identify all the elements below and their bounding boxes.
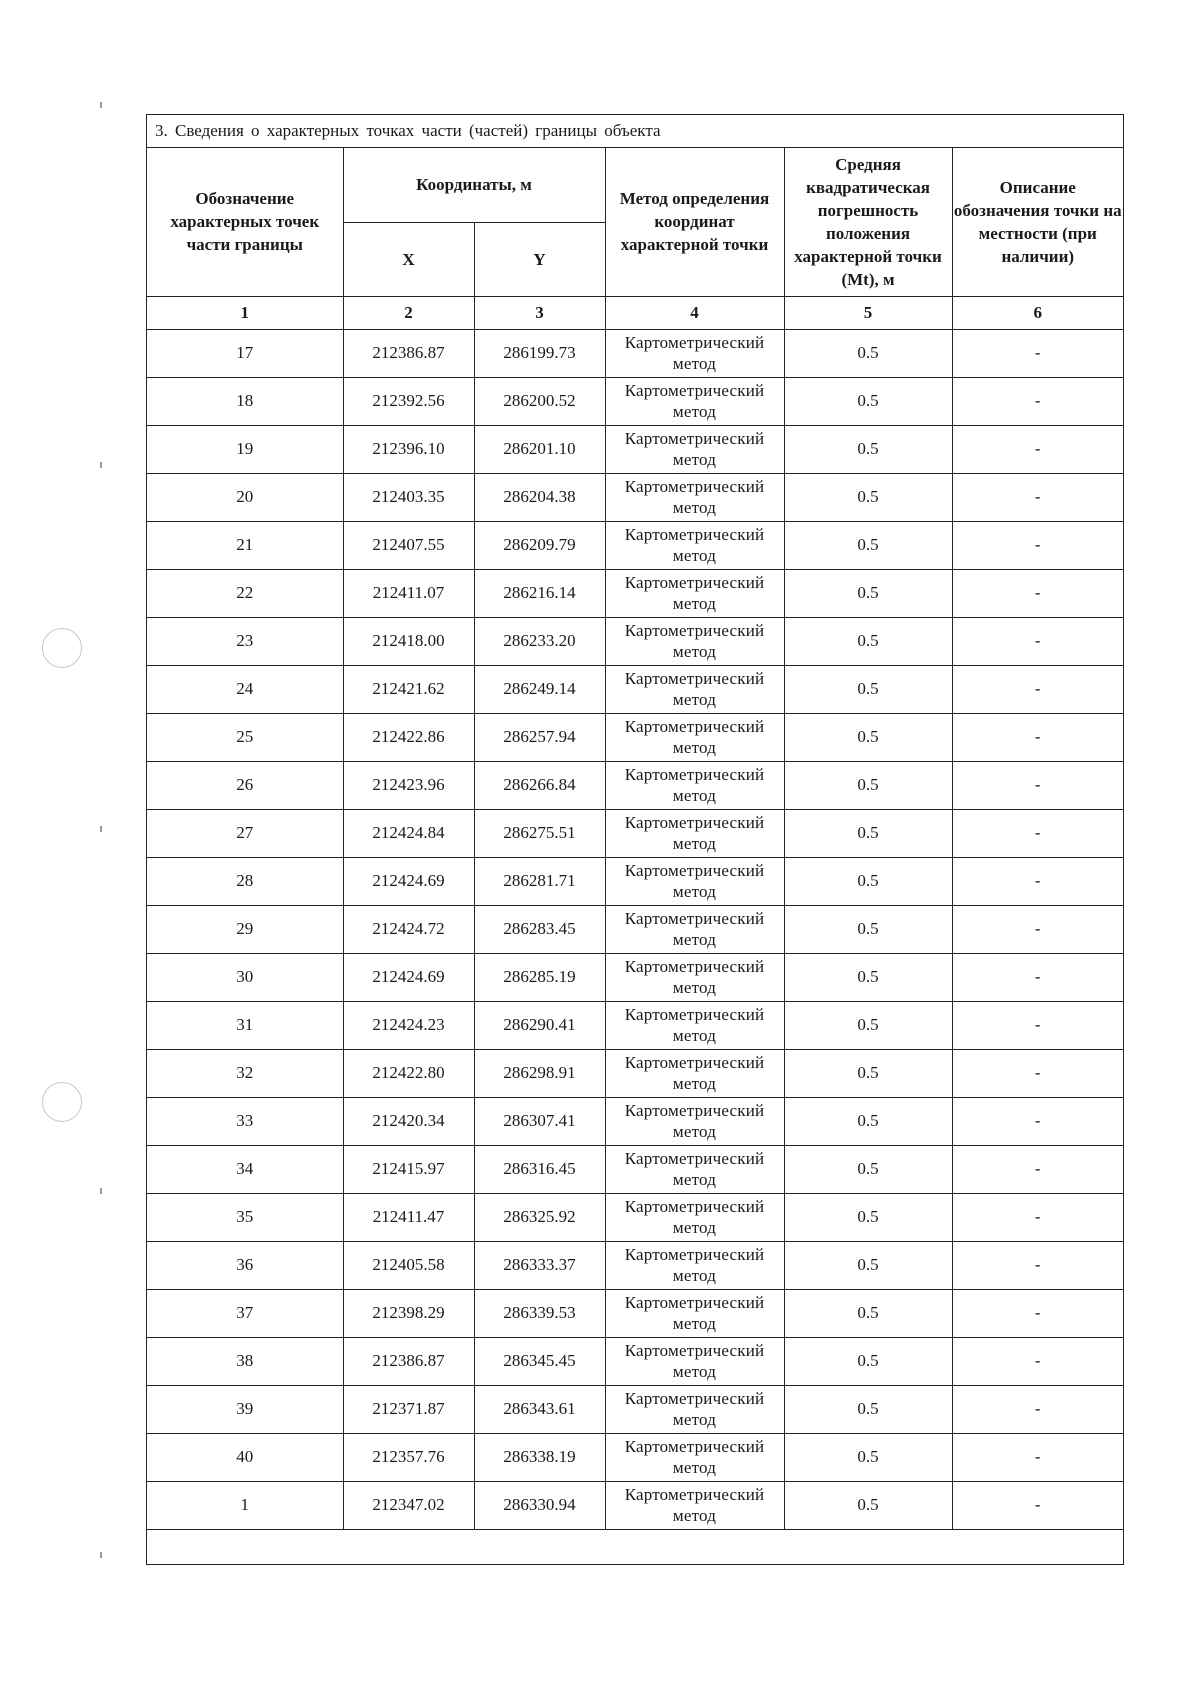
header-coordinates: Координаты, м (343, 148, 605, 222)
point-cell: 38 (147, 1337, 343, 1385)
table-header-row (147, 148, 1123, 222)
point-cell: 29 (147, 905, 343, 953)
description-cell: - (952, 1097, 1123, 1145)
method-cell: Картометрический метод (605, 617, 784, 665)
table-footer-row (147, 1529, 1123, 1564)
x-coordinate-cell: 212357.76 (343, 1433, 474, 1481)
error-cell: 0.5 (784, 1241, 952, 1289)
x-coordinate-cell: 212415.97 (343, 1145, 474, 1193)
margin-tick (100, 102, 102, 108)
x-coordinate-cell: 212421.62 (343, 665, 474, 713)
error-cell: 0.5 (784, 1001, 952, 1049)
description-cell: - (952, 953, 1123, 1001)
y-coordinate-cell: 286307.41 (474, 1097, 605, 1145)
y-coordinate-cell: 286330.94 (474, 1481, 605, 1529)
method-cell: Картометрический метод (605, 1097, 784, 1145)
error-cell: 0.5 (784, 1481, 952, 1529)
description-cell: - (952, 377, 1123, 425)
description-cell: - (952, 521, 1123, 569)
error-cell: 0.5 (784, 1433, 952, 1481)
table-row (147, 1337, 1123, 1385)
table-row (147, 1481, 1123, 1529)
method-cell: Картометрический метод (605, 1193, 784, 1241)
y-coordinate-cell: 286325.92 (474, 1193, 605, 1241)
x-coordinate-cell: 212424.72 (343, 905, 474, 953)
y-coordinate-cell: 286216.14 (474, 569, 605, 617)
point-cell: 23 (147, 617, 343, 665)
y-coordinate-cell: 286339.53 (474, 1289, 605, 1337)
method-cell: Картометрический метод (605, 1289, 784, 1337)
error-cell: 0.5 (784, 473, 952, 521)
error-cell: 0.5 (784, 1049, 952, 1097)
point-cell: 17 (147, 329, 343, 377)
method-cell: Картометрический метод (605, 1145, 784, 1193)
point-cell: 36 (147, 1241, 343, 1289)
method-cell: Картометрический метод (605, 329, 784, 377)
y-coordinate-cell: 286233.20 (474, 617, 605, 665)
y-coordinate-cell: 286298.91 (474, 1049, 605, 1097)
table-row (147, 809, 1123, 857)
x-coordinate-cell: 212418.00 (343, 617, 474, 665)
point-cell: 20 (147, 473, 343, 521)
error-cell: 0.5 (784, 521, 952, 569)
description-cell: - (952, 1193, 1123, 1241)
method-cell: Картометрический метод (605, 1385, 784, 1433)
description-cell: - (952, 1337, 1123, 1385)
point-cell: 30 (147, 953, 343, 1001)
method-cell: Картометрический метод (605, 377, 784, 425)
table-row (147, 1241, 1123, 1289)
table-row (147, 617, 1123, 665)
margin-hole-mark (42, 628, 82, 668)
x-coordinate-cell: 212403.35 (343, 473, 474, 521)
table-row (147, 1049, 1123, 1097)
y-coordinate-cell: 286290.41 (474, 1001, 605, 1049)
column-number: 6 (952, 296, 1123, 329)
description-cell: - (952, 905, 1123, 953)
description-cell: - (952, 1481, 1123, 1529)
margin-tick (100, 462, 102, 468)
error-cell: 0.5 (784, 329, 952, 377)
description-cell: - (952, 1241, 1123, 1289)
error-cell: 0.5 (784, 425, 952, 473)
description-cell: - (952, 809, 1123, 857)
method-cell: Картометрический метод (605, 569, 784, 617)
point-cell: 33 (147, 1097, 343, 1145)
x-coordinate-cell: 212407.55 (343, 521, 474, 569)
header-designation: Обозначение характерных точек части границы (147, 148, 343, 296)
method-cell: Картометрический метод (605, 425, 784, 473)
y-coordinate-cell: 286316.45 (474, 1145, 605, 1193)
x-coordinate-cell: 212424.84 (343, 809, 474, 857)
x-coordinate-cell: 212422.86 (343, 713, 474, 761)
y-coordinate-cell: 286204.38 (474, 473, 605, 521)
error-cell: 0.5 (784, 617, 952, 665)
y-coordinate-cell: 286285.19 (474, 953, 605, 1001)
table-row (147, 1289, 1123, 1337)
description-cell: - (952, 425, 1123, 473)
boundary-points-table (147, 148, 1123, 1564)
point-cell: 35 (147, 1193, 343, 1241)
column-number: 3 (474, 296, 605, 329)
method-cell: Картометрический метод (605, 473, 784, 521)
table-row (147, 473, 1123, 521)
error-cell: 0.5 (784, 665, 952, 713)
table-row (147, 905, 1123, 953)
column-number: 5 (784, 296, 952, 329)
description-cell: - (952, 857, 1123, 905)
y-coordinate-cell: 286345.45 (474, 1337, 605, 1385)
description-cell: - (952, 713, 1123, 761)
error-cell: 0.5 (784, 1145, 952, 1193)
method-cell: Картометрический метод (605, 1241, 784, 1289)
description-cell: - (952, 1433, 1123, 1481)
error-cell: 0.5 (784, 857, 952, 905)
error-cell: 0.5 (784, 1193, 952, 1241)
point-cell: 31 (147, 1001, 343, 1049)
x-coordinate-cell: 212423.96 (343, 761, 474, 809)
point-cell: 21 (147, 521, 343, 569)
error-cell: 0.5 (784, 761, 952, 809)
point-cell: 39 (147, 1385, 343, 1433)
y-coordinate-cell: 286200.52 (474, 377, 605, 425)
point-cell: 1 (147, 1481, 343, 1529)
y-coordinate-cell: 286266.84 (474, 761, 605, 809)
y-coordinate-cell: 286199.73 (474, 329, 605, 377)
method-cell: Картометрический метод (605, 1433, 784, 1481)
error-cell: 0.5 (784, 905, 952, 953)
x-coordinate-cell: 212371.87 (343, 1385, 474, 1433)
margin-hole-mark (42, 1082, 82, 1122)
x-coordinate-cell: 212392.56 (343, 377, 474, 425)
x-coordinate-cell: 212396.10 (343, 425, 474, 473)
error-cell: 0.5 (784, 1337, 952, 1385)
table-row (147, 857, 1123, 905)
table-row (147, 1001, 1123, 1049)
point-cell: 34 (147, 1145, 343, 1193)
description-cell: - (952, 1289, 1123, 1337)
table-body (147, 329, 1123, 1564)
method-cell: Картометрический метод (605, 953, 784, 1001)
point-cell: 18 (147, 377, 343, 425)
point-cell: 22 (147, 569, 343, 617)
point-cell: 28 (147, 857, 343, 905)
method-cell: Картометрический метод (605, 1481, 784, 1529)
x-coordinate-cell: 212424.69 (343, 857, 474, 905)
error-cell: 0.5 (784, 1289, 952, 1337)
column-number: 2 (343, 296, 474, 329)
error-cell: 0.5 (784, 1097, 952, 1145)
y-coordinate-cell: 286275.51 (474, 809, 605, 857)
x-coordinate-cell: 212422.80 (343, 1049, 474, 1097)
section-title: 3. Сведения о характерных точках части (частей) границы объекта (147, 115, 1123, 148)
header-y: Y (474, 222, 605, 296)
method-cell: Картометрический метод (605, 905, 784, 953)
table-row (147, 425, 1123, 473)
x-coordinate-cell: 212424.69 (343, 953, 474, 1001)
y-coordinate-cell: 286343.61 (474, 1385, 605, 1433)
description-cell: - (952, 1049, 1123, 1097)
x-coordinate-cell: 212424.23 (343, 1001, 474, 1049)
point-cell: 40 (147, 1433, 343, 1481)
error-cell: 0.5 (784, 377, 952, 425)
error-cell: 0.5 (784, 569, 952, 617)
header-x: X (343, 222, 474, 296)
y-coordinate-cell: 286209.79 (474, 521, 605, 569)
method-cell: Картометрический метод (605, 1337, 784, 1385)
error-cell: 0.5 (784, 953, 952, 1001)
method-cell: Картометрический метод (605, 521, 784, 569)
point-cell: 27 (147, 809, 343, 857)
x-coordinate-cell: 212398.29 (343, 1289, 474, 1337)
y-coordinate-cell: 286281.71 (474, 857, 605, 905)
table-row (147, 569, 1123, 617)
description-cell: - (952, 617, 1123, 665)
margin-tick (100, 1188, 102, 1194)
method-cell: Картометрический метод (605, 665, 784, 713)
margin-tick (100, 1552, 102, 1558)
description-cell: - (952, 1145, 1123, 1193)
x-coordinate-cell: 212347.02 (343, 1481, 474, 1529)
table-row (147, 953, 1123, 1001)
point-cell: 25 (147, 713, 343, 761)
empty-footer-cell (147, 1529, 1123, 1564)
description-cell: - (952, 665, 1123, 713)
point-cell: 37 (147, 1289, 343, 1337)
error-cell: 0.5 (784, 713, 952, 761)
x-coordinate-cell: 212405.58 (343, 1241, 474, 1289)
y-coordinate-cell: 286283.45 (474, 905, 605, 953)
header-description: Описание обозначения точки на местности (при наличии) (952, 148, 1123, 296)
x-coordinate-cell: 212411.07 (343, 569, 474, 617)
header-error: Средняя квадратическая погрешность положения характерной точки (Mt), м (784, 148, 952, 296)
y-coordinate-cell: 286333.37 (474, 1241, 605, 1289)
x-coordinate-cell: 212411.47 (343, 1193, 474, 1241)
method-cell: Картометрический метод (605, 1049, 784, 1097)
table-row (147, 761, 1123, 809)
table-row (147, 1193, 1123, 1241)
x-coordinate-cell: 212386.87 (343, 1337, 474, 1385)
table-row (147, 521, 1123, 569)
table-row (147, 665, 1123, 713)
margin-tick (100, 826, 102, 832)
table-row (147, 377, 1123, 425)
description-cell: - (952, 1385, 1123, 1433)
error-cell: 0.5 (784, 809, 952, 857)
method-cell: Картометрический метод (605, 761, 784, 809)
column-number-row (147, 296, 1123, 329)
description-cell: - (952, 329, 1123, 377)
table-row (147, 713, 1123, 761)
description-cell: - (952, 473, 1123, 521)
y-coordinate-cell: 286249.14 (474, 665, 605, 713)
table-row (147, 1145, 1123, 1193)
table-row (147, 1097, 1123, 1145)
table-row (147, 329, 1123, 377)
table-row (147, 1433, 1123, 1481)
point-cell: 19 (147, 425, 343, 473)
y-coordinate-cell: 286338.19 (474, 1433, 605, 1481)
error-cell: 0.5 (784, 1385, 952, 1433)
x-coordinate-cell: 212386.87 (343, 329, 474, 377)
boundary-points-section (146, 114, 1124, 1565)
column-number: 4 (605, 296, 784, 329)
description-cell: - (952, 761, 1123, 809)
description-cell: - (952, 1001, 1123, 1049)
y-coordinate-cell: 286201.10 (474, 425, 605, 473)
column-number: 1 (147, 296, 343, 329)
y-coordinate-cell: 286257.94 (474, 713, 605, 761)
method-cell: Картометрический метод (605, 857, 784, 905)
method-cell: Картометрический метод (605, 713, 784, 761)
point-cell: 32 (147, 1049, 343, 1097)
table-row (147, 1385, 1123, 1433)
description-cell: - (952, 569, 1123, 617)
x-coordinate-cell: 212420.34 (343, 1097, 474, 1145)
method-cell: Картометрический метод (605, 1001, 784, 1049)
point-cell: 26 (147, 761, 343, 809)
header-method: Метод определения координат характерной точки (605, 148, 784, 296)
method-cell: Картометрический метод (605, 809, 784, 857)
point-cell: 24 (147, 665, 343, 713)
